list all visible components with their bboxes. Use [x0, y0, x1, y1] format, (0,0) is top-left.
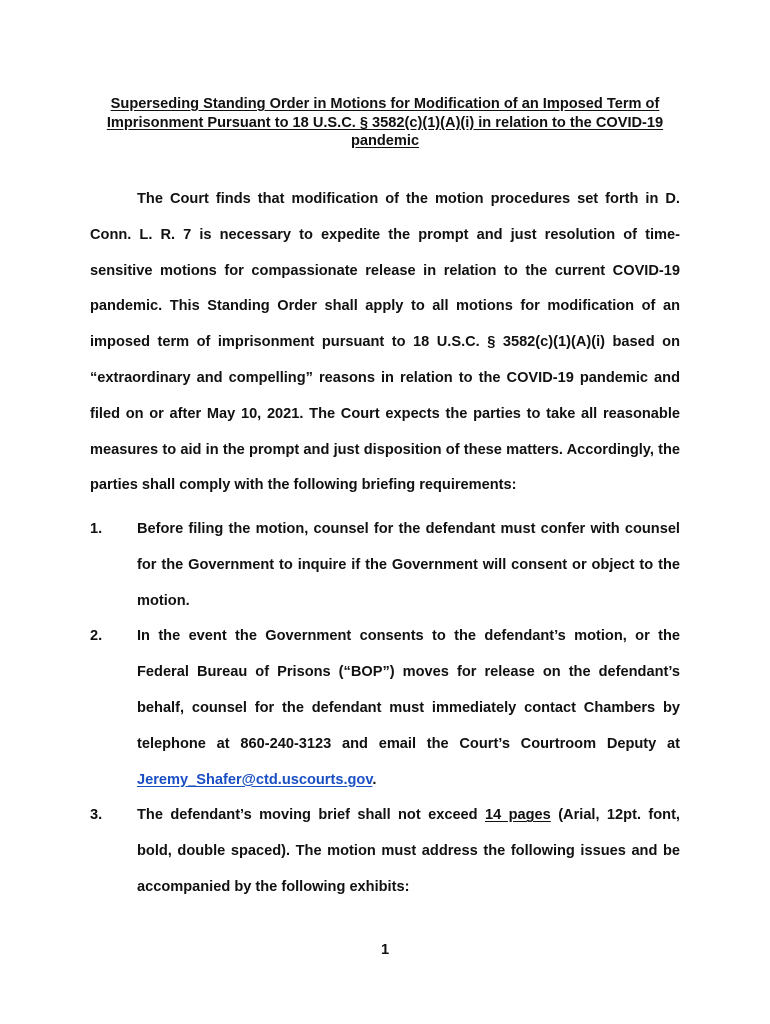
- intro-paragraph: The Court finds that modification of the motion procedures set forth in D. Conn. L. R. 7 is necessary to expedite the prompt and just resolution of time-sensitive motions for compassionate release in relation to the current COVID-19 pandemic. This Standing Order shall apply to all motions for modification of an imposed term of imprisonment pursuant to 18 U.S.C. § 3582(c)(1)(A)(i) based on “extraordinary and compelling” reasons in relation to the COVID-19 pandemic and filed on or after May 10, 2021. The Court expects the parties to take all reasonable measures to aid in the prompt and just disposition of these matters. Accordingly, the parties shall comply with the following briefing requirements:: [90, 191, 680, 494]
- page-limit: 14 pages: [484, 807, 551, 824]
- item-number: 1.: [90, 521, 103, 537]
- document-title: Superseding Standing Order in Motions for Modification of an Imposed Term of Imprisonment Pursuant to 18 U.S.C. § 3582(c)(1)(A)(i) in relation to the COVID-19 pandemic: [106, 96, 664, 149]
- briefing-requirements-list: [90, 512, 680, 906]
- item-text: The defendant’s moving brief shall not exceed: [137, 807, 478, 824]
- item-number: 2.: [90, 628, 103, 645]
- list-item: [90, 619, 680, 798]
- courtroom-deputy-email-link[interactable]: Jeremy_Shafer@ctd.uscourts.gov: [137, 771, 373, 788]
- item-text-suffix: .: [372, 771, 377, 788]
- item-text: (Arial, 12pt. font, bold, double spaced). The motion must address the following issues and be accompanied by the following exhibits:: [137, 807, 680, 895]
- item-text: Before filing the motion, counsel for the defendant must confer with counsel for the Government to inquire if the Government will consent or object to the motion.: [137, 521, 680, 609]
- item-number: 3.: [90, 807, 103, 824]
- list-item: [90, 512, 680, 619]
- list-item: [90, 798, 680, 905]
- page-number: 1: [380, 942, 390, 958]
- item-text: In the event the Government consents to the defendant’s motion, or the Federal Bureau of Prisons (“BOP”) moves for release on the defendant’s behalf, counsel for the defendant must immediately contact Chambers by telephone at 860-240-3123 and email the Court’s Courtroom Deputy at: [137, 628, 680, 752]
